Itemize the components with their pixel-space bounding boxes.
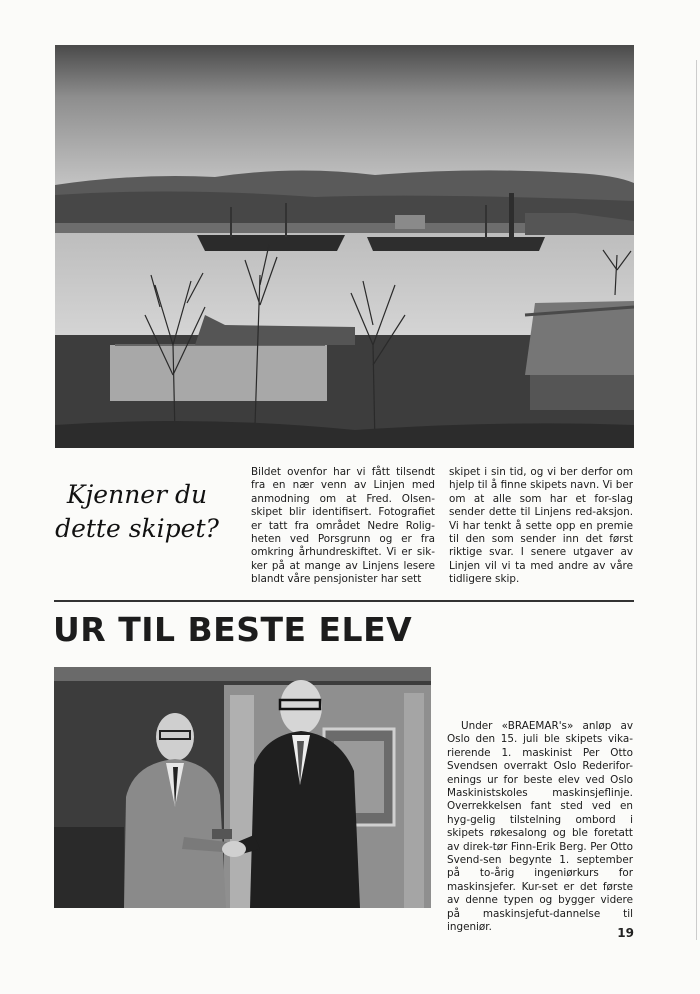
section-divider: [54, 600, 634, 602]
award-photograph: [54, 667, 431, 908]
intro-column-2: skipet i sin tid, og vi ber derfor om hjelp til å finne skipets navn. Vi ber om at alle som har et for-slag sender dette til Linjens red-aksjon. Vi har tenkt å sette opp en premie til den som sender inn det først riktige svar. I senere utgaver av Linjen vil vi ta med andre av våre tidligere skip.: [449, 466, 633, 586]
harbor-photo-image: [55, 45, 634, 448]
question-title: [52, 478, 222, 546]
article-headline: UR TIL BESTE ELEV: [53, 610, 413, 649]
page-edge-line: [696, 60, 697, 940]
page-number: 19: [617, 926, 634, 940]
award-photo-image: [54, 667, 431, 908]
question-title-line-1: Kjenner du: [66, 480, 208, 509]
intro-column-1: Bildet ovenfor har vi fått tilsendt fra en nær venn av Linjen med anmodning om at Fred. Olsen-skipet blir identifisert. Fotografiet er tatt fra området Nedre Rolig-heten ved Porsgrunn og er fra omkring århundreskiftet. Vi er sik-ker på at mange av Linjens lesere blandt våre pensjonister har sett: [251, 466, 435, 586]
question-title-line-2: dette skipet?: [55, 514, 219, 543]
harbor-photograph: [55, 45, 634, 448]
article-body: Under «BRAEMAR's» anløp av Oslo den 15. juli ble skipets vika-rierende 1. maskinist Per Otto Svendsen overrakt Oslo Rederifor-enings ur for beste elev ved Oslo Maskinistskoles maskinsjeflinje. Overrekkelsen fant sted ved en hyg-gelig tilstelning ombord i skipets røkesalong og ble foretatt av direk-tør Finn-Erik Berg. Per Otto Svend-sen begynte 1. september på to-årig ingeniørkurs for maskinsjefer. Kur-set er det første av denne typen og bygger videre på maskinsjefut-dannelse til ingeniør.: [447, 720, 633, 934]
